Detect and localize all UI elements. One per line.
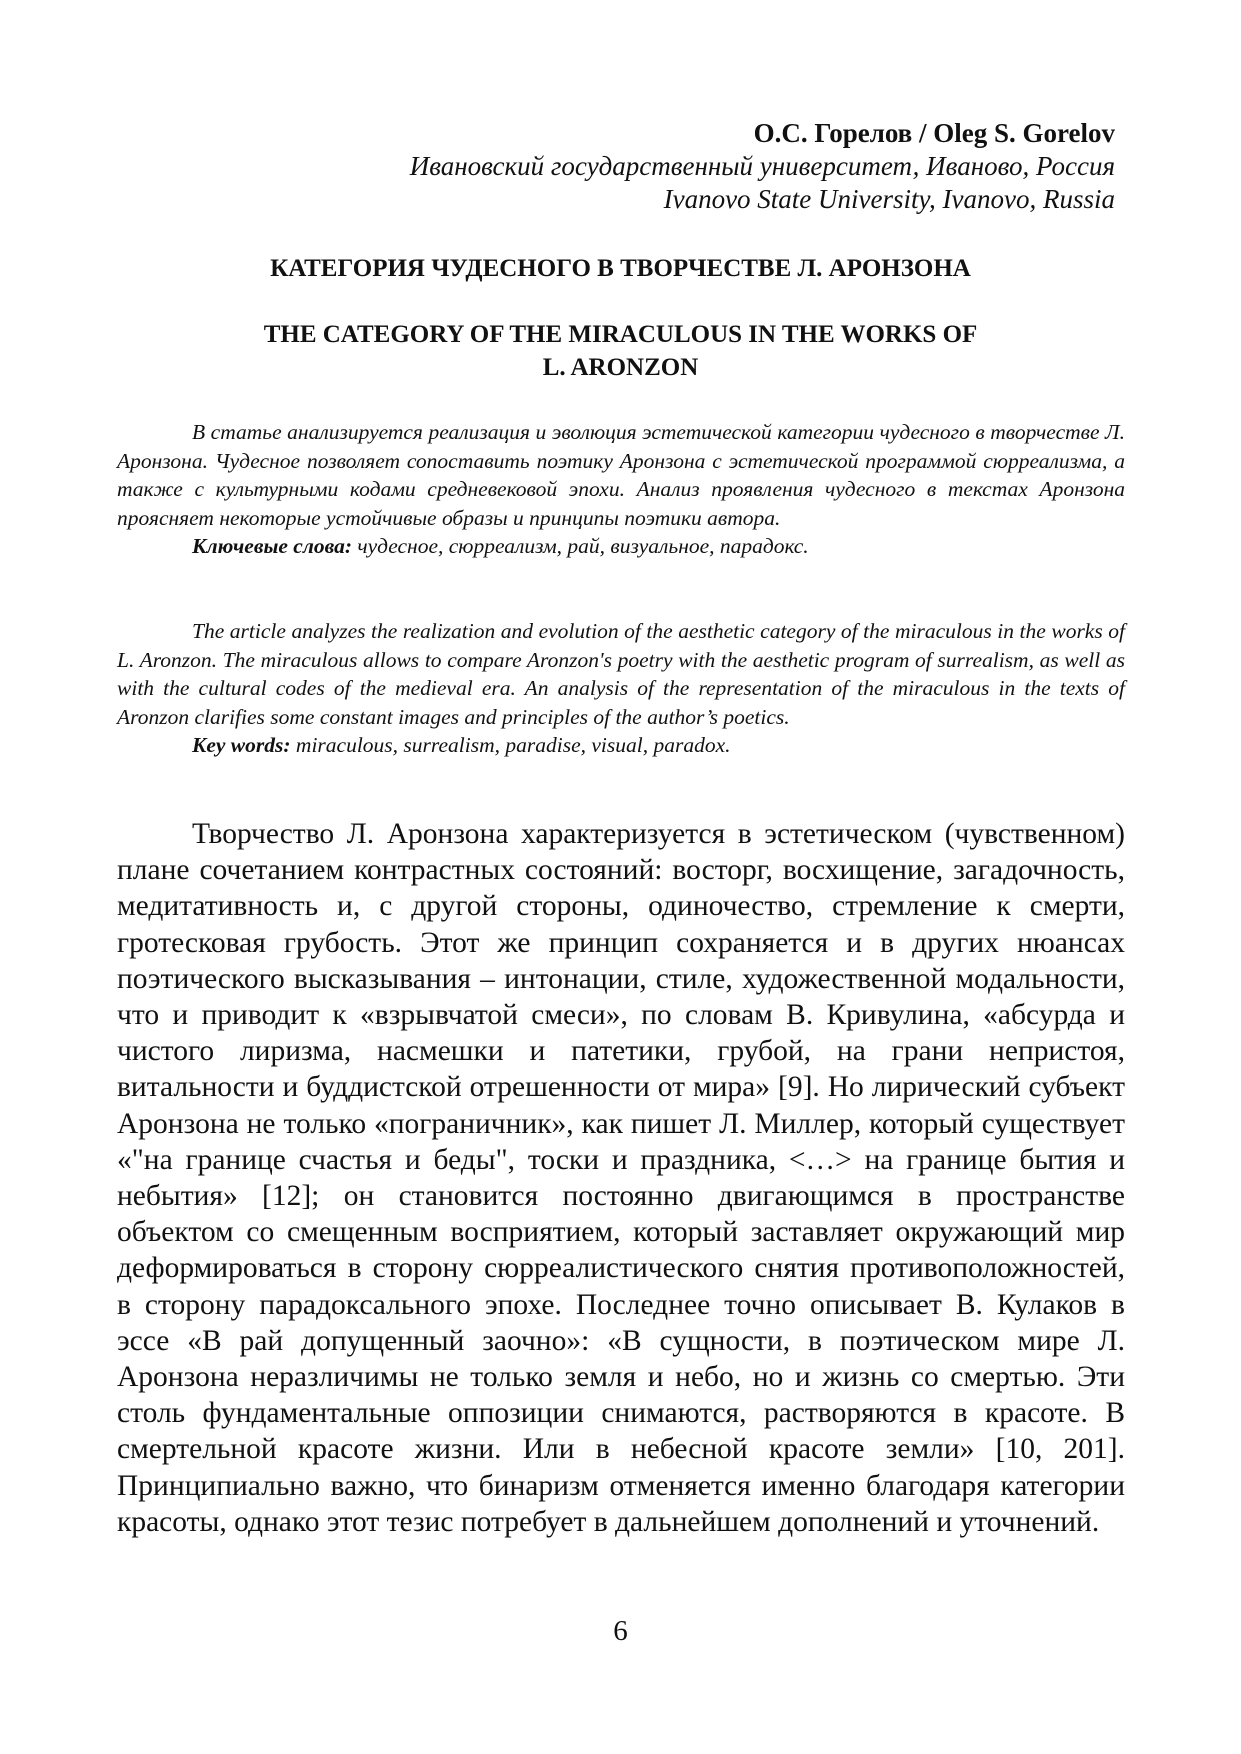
title-en-line1: THE CATEGORY OF THE MIRACULOUS IN THE WORKS OF bbox=[263, 321, 978, 348]
body-text bbox=[117, 816, 1125, 1540]
affiliation-ru: Ивановский государственный университет, Иваново, Россия bbox=[409, 151, 1115, 181]
title-en bbox=[126, 318, 1115, 384]
keywords-en-list: miraculous, surrealism, paradise, visual, paradox. bbox=[295, 733, 731, 757]
keywords-en-label: Key words: bbox=[192, 733, 291, 757]
abstract-en bbox=[117, 617, 1125, 760]
keywords-ru-label: Ключевые слова: bbox=[192, 534, 352, 558]
page-number: 6 bbox=[613, 1615, 628, 1647]
abstract-ru-text: В статье анализируется реализация и эволюция эстетической категории чудесного в творчестве Л. Аронзона. Чудесное позволяет сопоставить поэтику Аронзона с эстетической программой сюрреализма, а также с культурными кодами средневековой эпохи. Анализ проявления чудесного в текстах Аронзона проясняет некоторые устойчивые образы и принципы поэтики автора. bbox=[117, 420, 1125, 530]
author-block bbox=[410, 117, 1115, 216]
abstract-ru bbox=[117, 418, 1125, 561]
keywords-ru-list: чудесное, сюрреализм, рай, визуальное, парадокс. bbox=[357, 534, 809, 558]
body-paragraph: Творчество Л. Аронзона характеризуется в эстетическом (чувственном) плане сочетанием контрастных состояний: восторг, восхищение, загадочность, медитативность и, с другой стороны, одиночество, стремление к смерти, гротесковая грубость. Этот же принцип сохраняется и в других нюансах поэтического высказывания – интонации, стиле, художественной модальности, что и приводит к «взрывчатой смеси», по словам В. Кривулина, «абсурда и чистого лиризма, насмешки и патетики, грубой, на грани непристоя, витальности и буддистской отрешенности от мира» [9]. Но лирический субъект Аронзона не только «пограничник», как пишет Л. Миллер, который существует «"на границе счастья и беды", тоски и праздника, <…> на границе бытия и небытия» [12]; он становится постоянно двигающимся в пространстве объектом со смещенным восприятием, который заставляет окружающий мир деформироваться в сторону сюрреалистического снятия противоположностей, в сторону парадоксального эпохе. Последнее точно описывает В. Кулаков в эссе «В рай допущенный заочно»: «В сущности, в поэтическом мире Л. Аронзона неразличимы не только земля и небо, но и жизнь со смертью. Эти столь фундаментальные оппозиции снимаются, растворяются в красоте. В смертельной красоте жизни. Или в небесной красоте земли» [10, 201]. Принципиально важно, что бинаризм отменяется именно благодаря категории красоты, однако этот тезис потребует в дальнейшем дополнений и уточнений. bbox=[117, 818, 1125, 1538]
title-en-line2: L. ARONZON bbox=[542, 354, 699, 381]
keywords-en bbox=[117, 731, 1125, 760]
abstract-en-text: The article analyzes the realization and evolution of the aesthetic category of the miraculous in the works of L. Aronzon. The miraculous allows to compare Aronzon's poetry with the aesthetic program of surrealism, as well as with the cultural codes of the medieval era. An analysis of the representation of the miraculous in the texts of Aronzon clarifies some constant images and principles of the author’s poetics. bbox=[117, 619, 1125, 729]
affiliation-en: Ivanovo State University, Ivanovo, Russia bbox=[663, 184, 1115, 214]
title-ru: КАТЕГОРИЯ ЧУДЕСНОГО В ТВОРЧЕСТВЕ Л. АРОНЗОНА bbox=[270, 255, 971, 282]
keywords-ru bbox=[117, 532, 1125, 561]
author-name: О.С. Горелов / Oleg S. Gorelov bbox=[753, 118, 1115, 148]
